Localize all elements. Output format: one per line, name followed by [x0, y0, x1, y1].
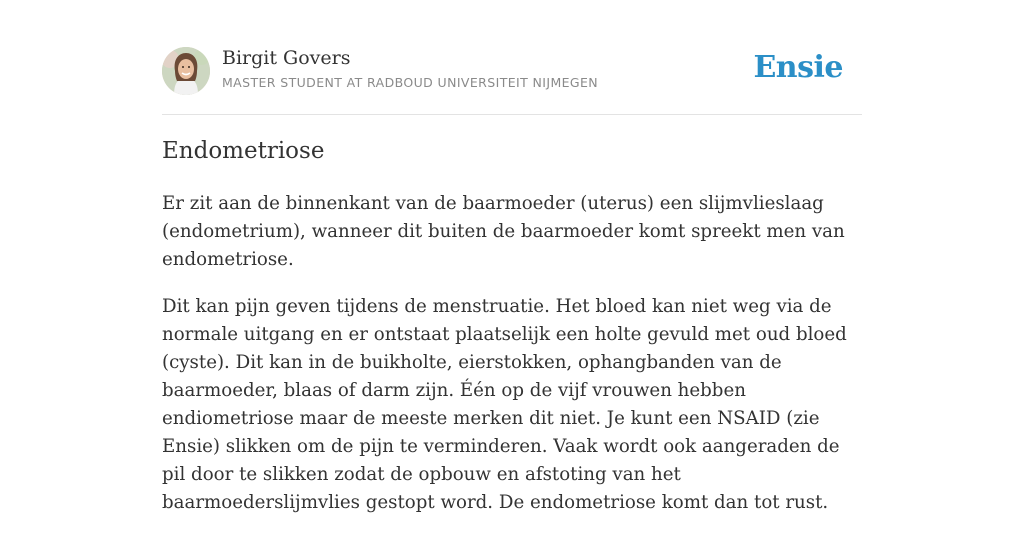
person-photo-icon	[162, 47, 210, 95]
article-title: Endometriose	[162, 138, 325, 164]
paragraph: Er zit aan de binnenkant van de baarmoeder (uterus) een slijmvlieslaag (endometrium), wanneer dit buiten de baarmoeder komt spreekt men van endometriose.	[162, 193, 845, 270]
article-card	[162, 0, 862, 512]
author-role: MASTER STUDENT AT RADBOUD UNIVERSITEIT NIJMEGEN	[222, 75, 599, 90]
author-header	[162, 44, 862, 115]
author-name[interactable]: Birgit Govers	[222, 47, 351, 69]
paragraph: Dit kan pijn geven tijdens de menstruatie. Het bloed kan niet weg via de normale uitgang en er ontstaat plaatselijk een holte gevuld met oud bloed (cyste). Dit kan in de buikholte, eierstokken, ophangbanden van de baarmoeder, blaas of darm zijn. Één op de vijf vrouwen hebben endiometriose maar de meeste merken dit niet. Je kunt een NSAID (zie Ensie) slikken om de pijn te verminderen. Vaak wordt ook aangeraden de pil door te slikken zodat de opbouw en afstoting van het baarmoederslijmvlies gestopt word. De endometriose komt dan tot rust.	[162, 296, 847, 513]
article-body	[162, 190, 864, 536]
ensie-logo[interactable]: Ensie	[753, 50, 843, 85]
avatar[interactable]	[162, 47, 210, 95]
